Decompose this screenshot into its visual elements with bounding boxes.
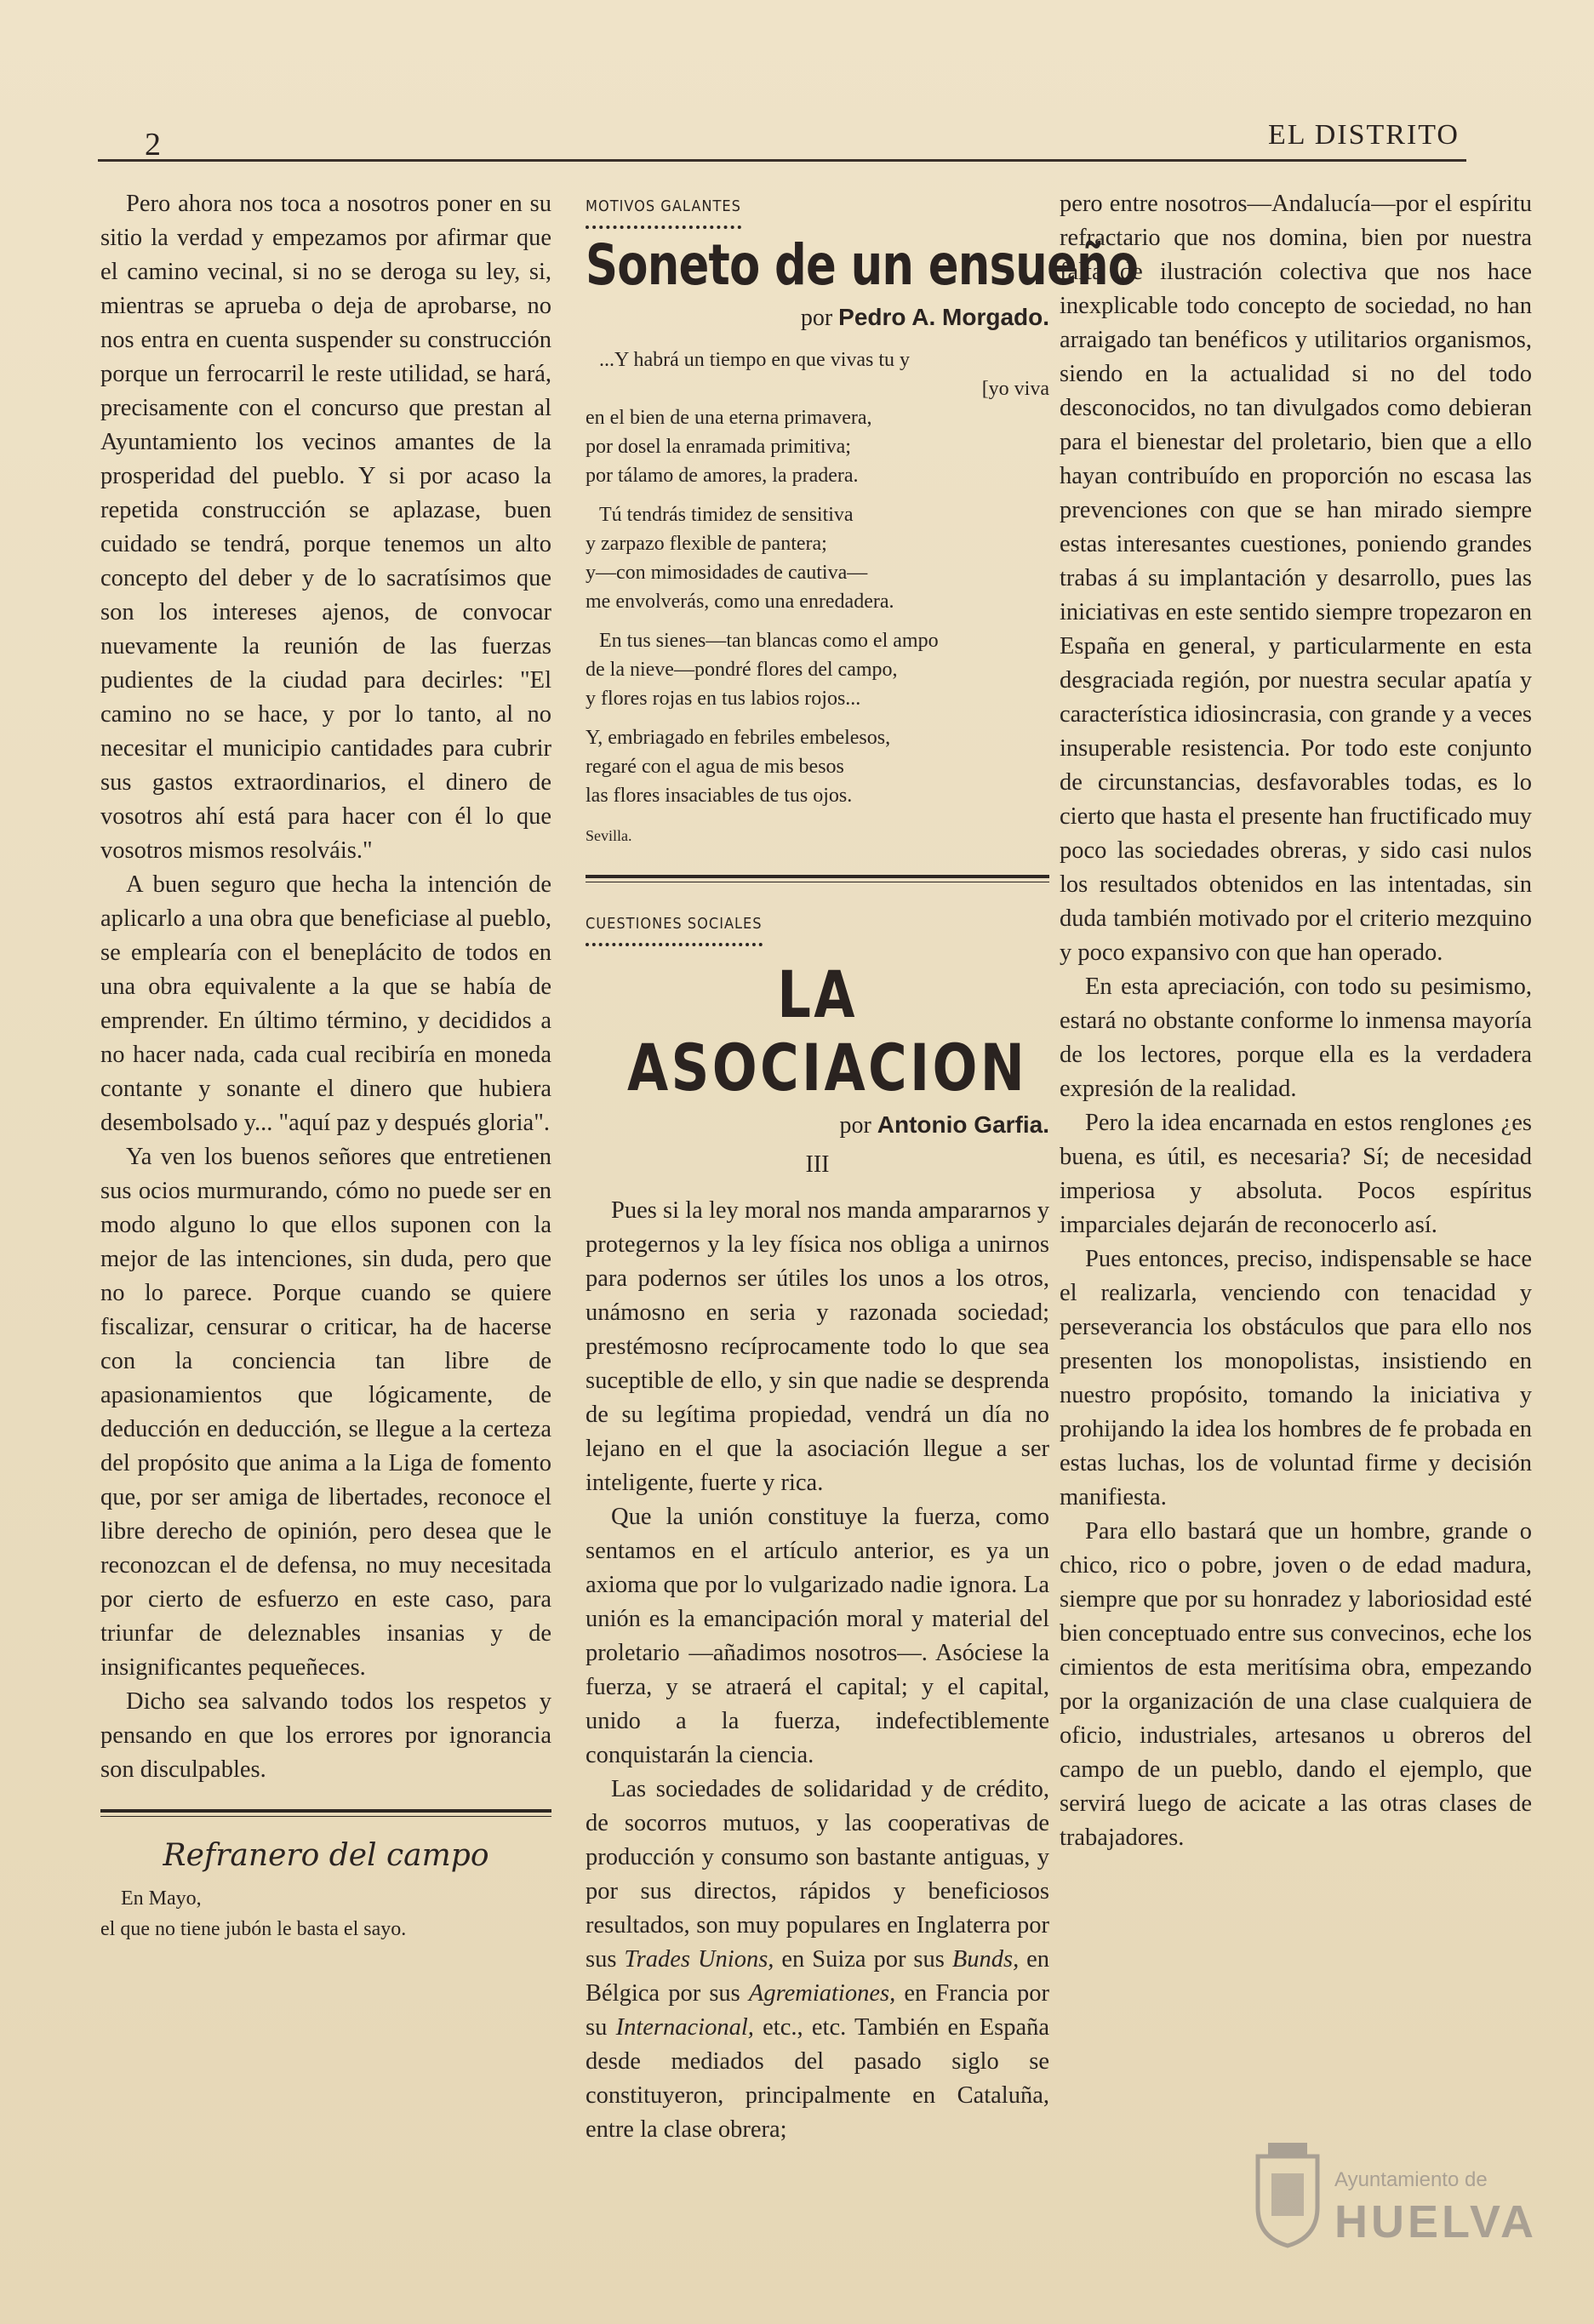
paragraph: Ya ven los buenos señores que entretienen sus ocios murmurando, cómo no puede ser en modo alguno lo que ellos suponen con la mejor de las intenciones, sin duda, pero que no lo parece. Porque cuando se quiere fiscalizar, censurar o criticar, ha de hacerse con la conciencia tan libre de apasionamientos que lógicamente, de deducción en deducción, se llegue a la certeza del propósito que anima a la Liga de fomento que, por ser amiga de libertades, reconoce el libre derecho de opinión, pero desea que le reconozcan el de defensa, no muy necesitada por cierto de esfuerzo en este caso, para triunfar de deleznables insanias y de insignificantes pequeñeces. (100, 1144, 551, 1681)
paragraph: Pues si la ley moral nos manda ampararnos y protegernos y la ley física nos obliga a unirnos para podernos ser útiles los unos a los otros, unámosno en seria y razonada sociedad; prestémosno recíprocamente todo lo que sea suceptible de ello, y sin que nadie se desprenda de su legítima propiedad, vendrá un día no lejano en el que la asociación llegue a ser inteligente, fuerte y rica. (586, 1197, 1049, 1496)
section-label: CUESTIONES SOCIALES (586, 907, 763, 946)
author: Pedro A. Morgado. (838, 304, 1049, 330)
paragraph: Pero la idea encarnada en estos renglones ¿es buena, es útil, es necesaria? Sí; de necesidad imperiosa y absoluta. Pocos espíritus imparciales dejarán de reconocerlo así. (1060, 1110, 1532, 1238)
paragraph: Pero ahora nos toca a nosotros poner en su sitio la verdad y empezamos por afirmar que el camino vecinal, si no se deroga su ley, si, mientras se aprueba o deja de aprobarse, no nos entra en cuenta suspender su construcción porque un ferrocarril le reste utilidad, se hará, precisamente con el concurso que prestan al Ayuntamiento los vecinos amantes de la prosperidad del pueblo. Y si por acaso la repetida construcción se aplazase, buen cuidado se tendrá, porque tenemos un alto concepto del deber y de lo sacratísimos que son los intereses ajenos, de convocar nuevamente la reunión de las fuerzas pudientes de la ciudad para decirles: "El camino no se hace, y por lo tanto, al no necesitar el municipio cantidades para cubrir sus gastos extraordinarios, el dinero de vosotros ahí está para hacer con él lo que vosotros mismos resolváis." (100, 191, 551, 864)
article-title: Soneto de un ensueño (586, 232, 1139, 298)
stanza: ...Y habrá un tiempo en que vivas tu y [yo viva en el bien de una eterna primavera, por dosel la enramada primitiva; por tálamo de amores, la pradera. (586, 349, 1049, 487)
refran (100, 1883, 551, 1944)
refran-line: el que no tiene jubón le basta el sayo. (100, 1918, 407, 1940)
section-divider (100, 1809, 551, 1817)
paragraph: Que la unión constituye la fuerza, como sentamos en el artículo anterior, es ya un axioma que por lo vulgarizado nadie ignora. La unión es la emancipación moral y material del proletario —añadimos nosotros—. Asóciese la fuerza, y se atraerá el capital; y el capital, unido a la fuerza, indefectiblemente conquistarán la ciencia. (586, 1504, 1049, 1768)
refranero-title: Refranero del campo (163, 1838, 489, 1873)
watermark-line: Ayuntamiento de (1334, 2168, 1488, 2191)
watermark-line: HUELVA (1334, 2196, 1537, 2247)
stanza: En tus sienes—tan blancas como el ampo de la nieve—pondré flores del campo, y flores rojas en tus labios rojos... (586, 630, 939, 710)
stanza: Tú tendrás timidez de sensitiva y zarpazo flexible de pantera; y—con mimosidades de cautiva— me envolverás, como una enredadera. (586, 504, 894, 613)
part-number: III (805, 1151, 830, 1178)
signature: Sevilla. (586, 827, 632, 844)
author: Antonio Garfia. (877, 1111, 1049, 1138)
paragraph: Pues entonces, preciso, indispensable se hace el realizarla, venciendo con tenacidad y perseverancia los obstáculos que para ello nos presenten los monopolistas, insistiendo en nuestro propósito, tomando la iniciativa y prohijando la idea los hombres de fe probada en estas luchas, los de voluntad firme y decisión manifiesta. (1060, 1246, 1532, 1510)
soneto-section (586, 187, 1139, 853)
section-label: MOTIVOS GALANTES (586, 190, 741, 229)
paragraph: En esta apreciación, con todo su pesimismo, estará no obstante conforme lo inmensa mayoría de los lectores, porque ella es la verdadera expresión de la realidad. (1060, 974, 1532, 1102)
asociacion-section (586, 905, 1049, 2147)
article-title: LA ASOCIACION (627, 956, 1028, 1105)
archive-watermark (1249, 2127, 1539, 2281)
byline: por Pedro A. Morgado. (800, 304, 1049, 331)
page-number: 2 (145, 127, 161, 163)
column-right (1060, 187, 1532, 1855)
paragraph: A buen seguro que hecha la intención de aplicarlo a una obra que beneficiase al pueblo, se emplearía con el beneplácito de todos en una obra equivalente a la que se había de emprender. En último término, y decididos a no hacer nada, cada cual recibiría en moneda contante y sonante el dinero que hubiera desembolsado y... "aquí paz y después gloria". (100, 871, 551, 1136)
paragraph: pero entre nosotros—Andalucía—por el espíritu refractario que nos domina, bien por nuestra falta de ilustración colectiva que nos hace inexplicable todo concepto de sociedad, no han arraigado tan benéficos y utilitarios organismos, siendo en la actualidad si no del todo desconocidos, no tan divulgados como debieran para el bienestar del proletario, bien que a ello hayan contribuído en proporción no escasa las prevenciones con que se han mirado siempre estas interesantes cuestiones, poniendo grandes trabas á su implantación y desarrollo, pues las iniciativas en este sentido siempre tropezaron en España en general, y particularmente en esta desgraciada región, por nuestra secular apatía y característica idiosincrasia, con grande y a veces insuperable resistencia. Por todo este conjunto de circunstancias, desfavorables todas, es lo cierto que hasta el presente han fructificado muy poco las sociedades obreras, y sido casi nulos los resultados obtenidos en las intentadas, sin duda también motivado por el criterio mezquino y poco expansivo con que han operado. (1060, 191, 1532, 966)
crest-icon (1249, 2139, 1326, 2250)
header-rule (98, 159, 1466, 162)
stanza: Y, embriagado en febriles embelesos, regaré con el agua de mis besos las flores insaciables de tus ojos. (586, 727, 891, 807)
byline: por Antonio Garfia. (839, 1111, 1049, 1139)
column-center (586, 187, 1139, 2147)
refran-line: En Mayo, (121, 1887, 202, 1910)
column-left (100, 187, 551, 1944)
paragraph: Para ello bastará que un hombre, grande o chico, rico o pobre, joven o de edad madura, siempre que por su honradez y laboriosidad esté bien conceptuado entre sus convecinos, eche los cimientos de esta meritísima obra, empezando por la organización de una clase cualquiera de oficio, industriales, artesanos u obreros del campo de un pueblo, dando el ejemplo, que servirá luego de acicate a las otras clases de trabajadores. (1060, 1518, 1532, 1851)
paragraph: Las sociedades de solidaridad y de crédito, de socorros mutuos, y las cooperativas de producción y consumo son bastante antiguas, y por sus directos, rápidos y beneficiosos resultados, son muy populares en Inglaterra por sus Trades Unions, en Suiza por sus Bunds, en Bélgica por sus Agremiationes, en Francia por su Internacional, etc., etc. También en España desde mediados del pasado siglo se constituyeron, principalmente en Cataluña, entre la clase obrera; (586, 1776, 1050, 2143)
publication-title: EL DISTRITO (1267, 119, 1460, 151)
paragraph: Dicho sea salvando todos los respetos y pensando en que los errores por ignorancia son disculpables. (100, 1688, 551, 1783)
section-divider (586, 875, 1049, 882)
